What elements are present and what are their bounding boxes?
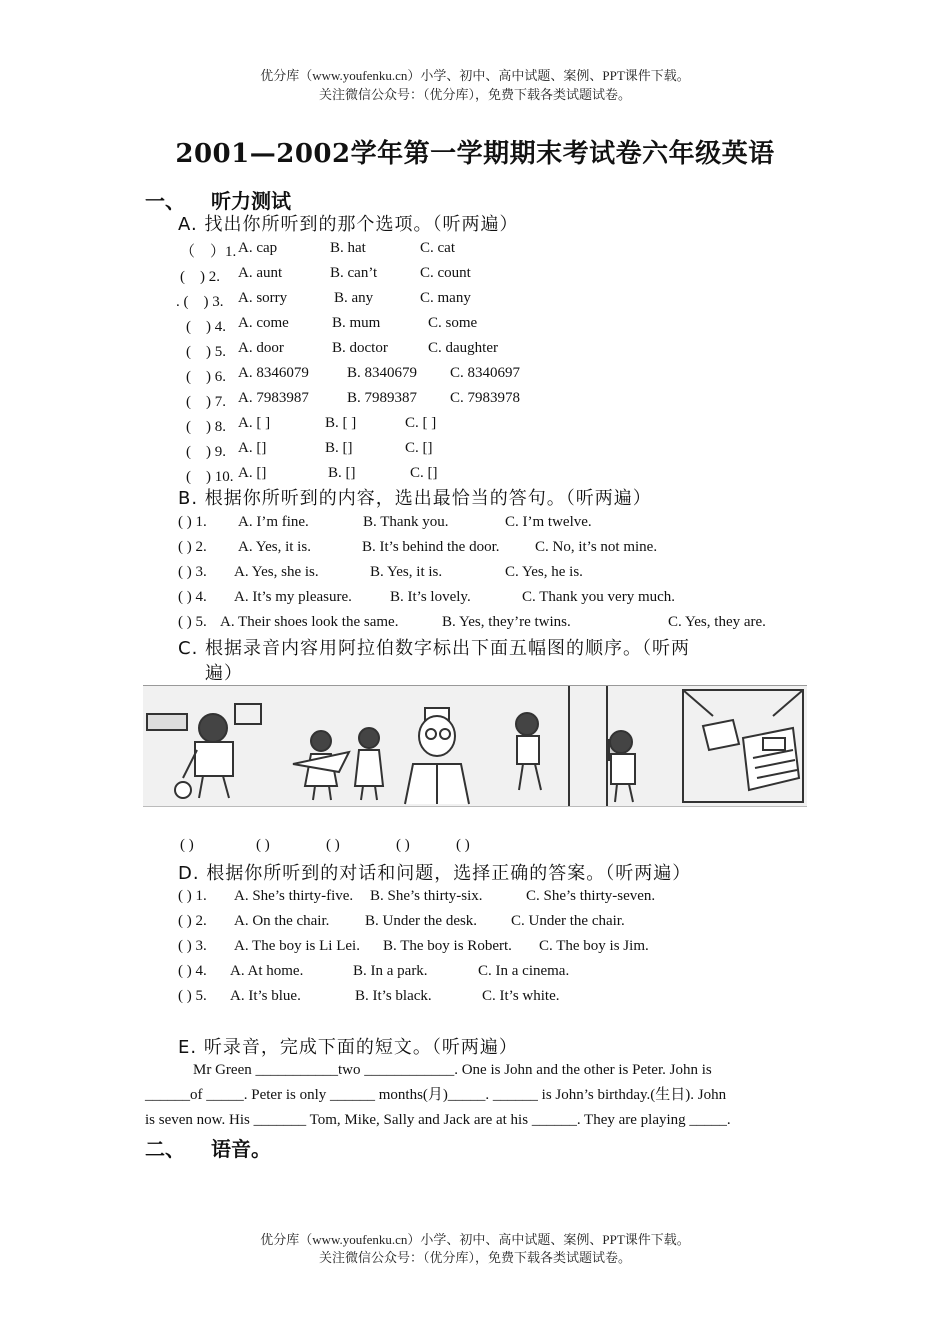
option-c: C. [] bbox=[410, 465, 438, 481]
part-d-heading: D. 根据你所听到的对话和问题，选择正确的答案。（听两遍） bbox=[178, 863, 692, 884]
question-number: （ ）1. bbox=[180, 244, 237, 260]
question-row bbox=[0, 614, 950, 636]
option-b: B. doctor bbox=[332, 340, 388, 356]
question-row bbox=[0, 913, 950, 935]
question-number: ( ) 6. bbox=[186, 369, 226, 385]
option-a: A. door bbox=[238, 340, 284, 356]
question-number: ( ) 4. bbox=[178, 963, 207, 979]
passage-line-3: is seven now. His _______ Tom, Mike, Sally and Jack are at his ______. They are playing _____. bbox=[145, 1112, 731, 1128]
picture-order-blank[interactable]: ( ) bbox=[456, 837, 470, 853]
option-a: A. On the chair. bbox=[234, 913, 330, 929]
option-b: B. It’s behind the door. bbox=[362, 539, 500, 555]
footer-line-2: 关注微信公众号：（优分库），免费下载各类试题试卷。 bbox=[318, 1250, 631, 1265]
option-b: B. Thank you. bbox=[363, 514, 449, 530]
option-c: C. She’s thirty-seven. bbox=[526, 888, 656, 904]
option-b: B. [] bbox=[328, 465, 356, 481]
option-a: A. At home. bbox=[230, 963, 304, 979]
option-a: A. [] bbox=[238, 440, 267, 456]
option-a: A. aunt bbox=[238, 265, 283, 281]
question-row bbox=[0, 988, 950, 1010]
option-a: A. cap bbox=[238, 240, 278, 256]
section-1-label: 听力测试 bbox=[211, 189, 291, 213]
header-line-2: 关注微信公众号：（优分库），免费下载各类试题试卷。 bbox=[318, 87, 631, 102]
question-row bbox=[0, 539, 950, 561]
option-b: B. She’s thirty-six. bbox=[370, 888, 483, 904]
question-row bbox=[0, 290, 950, 312]
option-a: A. It’s my pleasure. bbox=[234, 589, 352, 605]
option-c: C. count bbox=[420, 265, 471, 281]
question-number: ( ) 5. bbox=[186, 344, 226, 360]
part-a-heading: A. 找出你所听到的那个选项。（听两遍） bbox=[178, 214, 519, 235]
part-c-heading-cont: 遍） bbox=[205, 663, 243, 684]
option-b: B. 8340679 bbox=[347, 365, 418, 381]
picture-3 bbox=[405, 708, 469, 804]
question-row bbox=[0, 265, 950, 287]
option-c: C. In a cinema. bbox=[478, 963, 570, 979]
section-2-number: 二、 bbox=[145, 1137, 185, 1161]
option-b: B. It’s lovely. bbox=[390, 589, 471, 605]
section-2-heading bbox=[145, 1133, 271, 1162]
option-c: C. Yes, he is. bbox=[505, 564, 583, 580]
picture-order-blank[interactable]: ( ) bbox=[256, 837, 270, 853]
header-line-1: 优分库（www.youfenku.cn）小学、初中、高中试题、案例、PPT课件下载。 bbox=[260, 68, 690, 83]
option-b: B. [ ] bbox=[325, 415, 357, 431]
picture-strip bbox=[143, 685, 807, 807]
option-b: B. The boy is Robert. bbox=[383, 938, 512, 954]
option-a: A. Yes, it is. bbox=[238, 539, 311, 555]
page-title: 2001—2002学年第一学期期末考试卷六年级英语 bbox=[175, 139, 775, 169]
part-c-heading: C. 根据录音内容用阿拉伯数字标出下面五幅图的顺序。（听两 bbox=[178, 638, 691, 659]
option-c: C. The boy is Jim. bbox=[539, 938, 649, 954]
option-c: C. [] bbox=[405, 440, 433, 456]
option-a: A. It’s blue. bbox=[230, 988, 301, 1004]
picture-2 bbox=[293, 728, 383, 800]
option-b: B. It’s black. bbox=[355, 988, 432, 1004]
picture-order-blank[interactable]: ( ) bbox=[326, 837, 340, 853]
option-c: C. daughter bbox=[428, 340, 498, 356]
option-a: A. She’s thirty-five. bbox=[234, 888, 354, 904]
option-c: C. I’m twelve. bbox=[505, 514, 592, 530]
question-number: ( ) 9. bbox=[186, 444, 226, 460]
question-row bbox=[0, 415, 950, 437]
question-row bbox=[0, 315, 950, 337]
question-number: ( ) 7. bbox=[186, 394, 226, 410]
question-row bbox=[0, 390, 950, 412]
question-row bbox=[0, 340, 950, 362]
question-number: ( ) 2. bbox=[178, 539, 207, 555]
passage-line-1: Mr Green ___________two ____________. One is John and the other is Peter. John is bbox=[193, 1062, 712, 1078]
option-a: A. Yes, she is. bbox=[234, 564, 319, 580]
question-row bbox=[0, 240, 950, 262]
option-b: B. Yes, it is. bbox=[370, 564, 443, 580]
question-number: . ( ) 3. bbox=[176, 294, 224, 310]
option-b: B. Under the desk. bbox=[365, 913, 478, 929]
option-c: C. 7983978 bbox=[450, 390, 521, 406]
option-b: B. hat bbox=[330, 240, 366, 256]
passage-line-2: ______of _____. Peter is only ______ months(月)_____. ______ is John’s birthday.(生日). John bbox=[145, 1087, 727, 1103]
option-c: C. many bbox=[420, 290, 471, 306]
part-e-heading: E. 听录音，完成下面的短文。（听两遍） bbox=[178, 1037, 518, 1058]
question-number: ( ) 2. bbox=[178, 913, 207, 929]
option-b: B. 7989387 bbox=[347, 390, 418, 406]
question-number: ( ) 5. bbox=[178, 988, 207, 1004]
question-row bbox=[0, 589, 950, 611]
question-row bbox=[0, 365, 950, 387]
picture-4 bbox=[516, 686, 635, 806]
question-number: ( ) 3. bbox=[178, 564, 207, 580]
question-number: ( ) 10. bbox=[186, 469, 234, 485]
option-b: B. Yes, they’re twins. bbox=[442, 614, 571, 630]
question-number: ( ) 5. bbox=[178, 614, 207, 630]
question-number: ( ) 4. bbox=[178, 589, 207, 605]
question-number: ( ) 2. bbox=[180, 269, 220, 285]
picture-5 bbox=[683, 690, 803, 802]
option-b: B. [] bbox=[325, 440, 353, 456]
option-a: A. come bbox=[238, 315, 289, 331]
question-row bbox=[0, 888, 950, 910]
question-row bbox=[0, 963, 950, 985]
question-row bbox=[0, 938, 950, 960]
picture-order-blank[interactable]: ( ) bbox=[180, 837, 194, 853]
part-b-heading: B. 根据你所听到的内容，选出最恰当的答句。（听两遍） bbox=[178, 488, 652, 509]
option-b: B. any bbox=[334, 290, 374, 306]
option-a: A. 7983987 bbox=[238, 390, 309, 406]
option-c: C. Yes, they are. bbox=[668, 614, 766, 630]
option-a: A. The boy is Li Lei. bbox=[234, 938, 360, 954]
option-a: A. [ ] bbox=[238, 415, 271, 431]
footer-line-1: 优分库（www.youfenku.cn）小学、初中、高中试题、案例、PPT课件下载。 bbox=[260, 1232, 690, 1247]
section-1-number: 一、 bbox=[145, 189, 185, 213]
option-a: A. 8346079 bbox=[238, 365, 309, 381]
option-c: C. cat bbox=[420, 240, 455, 256]
option-a: A. [] bbox=[238, 465, 267, 481]
option-c: C. [ ] bbox=[405, 415, 437, 431]
option-a: A. sorry bbox=[238, 290, 288, 306]
option-c: C. 8340697 bbox=[450, 365, 521, 381]
option-b: B. mum bbox=[332, 315, 381, 331]
option-c: C. Thank you very much. bbox=[522, 589, 676, 605]
question-number: ( ) 8. bbox=[186, 419, 226, 435]
option-c: C. Under the chair. bbox=[511, 913, 625, 929]
question-row bbox=[0, 564, 950, 586]
question-number: ( ) 3. bbox=[178, 938, 207, 954]
question-row bbox=[0, 514, 950, 536]
option-b: B. In a park. bbox=[353, 963, 428, 979]
option-c: C. some bbox=[428, 315, 478, 331]
option-a: A. Their shoes look the same. bbox=[220, 614, 399, 630]
section-2-label: 语音。 bbox=[211, 1137, 271, 1161]
question-row bbox=[0, 440, 950, 462]
option-b: B. can’t bbox=[330, 265, 378, 281]
option-a: A. I’m fine. bbox=[238, 514, 309, 530]
question-number: ( ) 1. bbox=[178, 888, 207, 904]
part-e-passage bbox=[145, 1058, 807, 1133]
option-c: C. No, it’s not mine. bbox=[535, 539, 658, 555]
question-number: ( ) 4. bbox=[186, 319, 226, 335]
option-c: C. It’s white. bbox=[482, 988, 560, 1004]
question-number: ( ) 1. bbox=[178, 514, 207, 530]
picture-order-blank[interactable]: ( ) bbox=[396, 837, 410, 853]
five-pictures-illustration bbox=[143, 686, 807, 806]
picture-1 bbox=[147, 704, 261, 798]
